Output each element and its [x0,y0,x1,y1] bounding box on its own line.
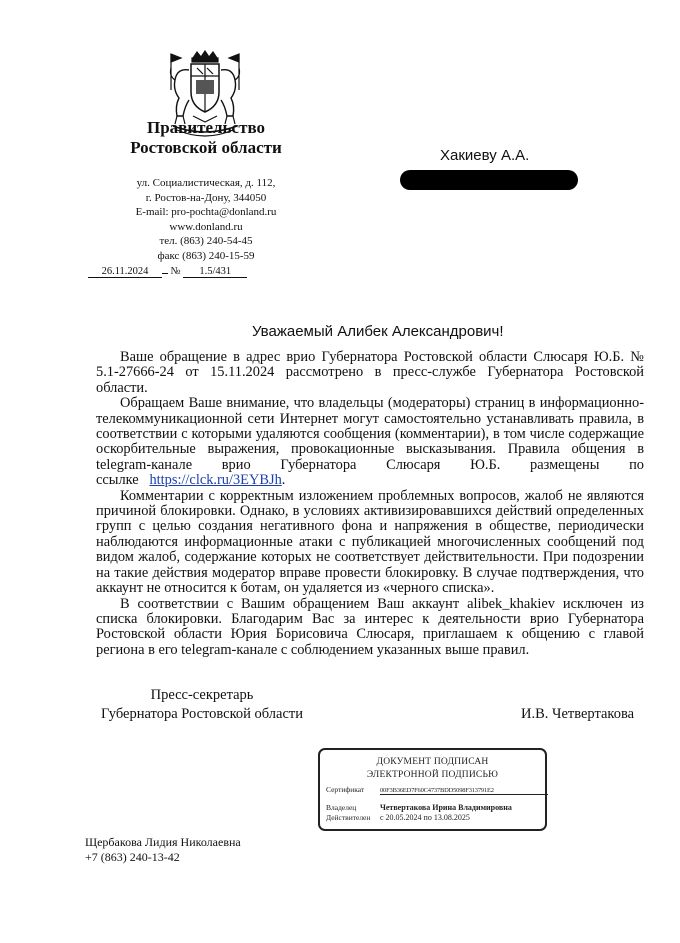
e-signature-stamp [318,748,547,831]
paragraph-2-text: Обращаем Ваше внимание, что владельцы (модераторы) страниц в информационно-телекоммуникационной сети Интернет могут самостоятельно устанавливать правила, в соответствии с которыми удаляются сообщения (комментарии), в том числе содержащие оскорбительные выражения, провокационные высказывания. Правила общения в telegram-канале врио Губернатора Слюсаря Ю.Б. размещены по ссылке [96,395,644,489]
organization-name-line1: Правительство [146,118,266,137]
phone: тел. (863) 240-54-45 [159,235,253,247]
stamp-owner-row [326,803,512,812]
stamp-title-line1: ДОКУМЕНТ ПОДПИСАН [376,757,489,767]
address-street: ул. Социалистическая, д. 112, [136,177,276,189]
stamp-owner-value: Четвертакова Ирина Владимировна [380,803,512,812]
stamp-certificate-row [326,785,548,795]
stamp-validity-value: с 20.05.2024 по 13.08.2025 [380,813,470,822]
stamp-certificate-value: 00F3B36ED7F60C4737BDD5098F313791E2 [380,787,548,795]
signer-position [82,686,322,724]
paragraph-2-end: . [281,472,286,489]
document-reference [88,266,268,278]
stamp-validity-row [326,813,470,822]
signer-name: И.В. Четвертакова [521,706,635,722]
paragraph-2 [96,396,644,488]
executor-phone: +7 (863) 240-13-42 [85,850,180,864]
executor-name: Щербакова Лидия Николаевна [85,835,241,849]
paragraph-4: В соответствии с Вашим обращением Ваш аккаунт alibek_khakiev исключен из списка блокировки. Благодарим Вас за интерес к деятельности врио Губернатора Ростовской области Юрия Борисовича Слюсаря, приглашаем к общению с главой региона в его telegram-канале с соблюдением указанных выше правил. [96,595,644,658]
fax: факс (863) 240-15-59 [157,249,255,262]
signer-position-line1: Пресс-секретарь [150,687,254,703]
redacted-address [400,170,578,190]
document-number-sign: № [170,266,181,277]
document-date: 26.11.2024 [88,266,162,278]
stamp-owner-label: Владелец [326,803,357,812]
salutation: Уважаемый Алибек Александрович! [252,323,504,340]
organization-name-line2: Ростовской области [130,138,282,157]
letter-body [96,350,644,658]
organization-contacts [100,176,312,263]
address-city: г. Ростов-на-Дону, 344050 [145,191,267,204]
rules-link[interactable]: https://clck.ru/3EYBJh [149,472,282,489]
website: www.donland.ru [169,220,243,233]
executor-info [85,835,241,865]
organization-name [100,118,312,158]
paragraph-1: Ваше обращение в адрес врио Губернатора Ростовской области Слюсаря Ю.Б. № 5.1-27666-24 от 15.11.2024 рассмотрено в пресс-службе Губернатора Ростовской области. [96,349,644,396]
stamp-validity-label: Действителен [326,813,371,822]
stamp-title [320,756,545,782]
stamp-certificate-label: Сертификат [326,785,365,794]
signer-position-line2: Губернатора Ростовской области [100,706,304,722]
recipient-name: Хакиеву А.А. [440,147,530,164]
stamp-title-line2: ЭЛЕКТРОННОЙ ПОДПИСЬЮ [366,770,499,780]
paragraph-3: Комментарии с корректным изложением проблемных вопросов, жалоб не являются причиной блокировки. Однако, в условиях активизировавшихся действий определенных групп с целью создания негативного фона и напряжения в обществе, периодически наблюдаются информационные атаки с публикацией многочисленных сообщений под видом жалоб, содержание которых не соответствует действительности. При подозрении на такие действия модератор вправе провести блокировку. В случае подтверждения, что аккаунт не относится к ботам, он удаляется из «черного списка». [96,487,644,597]
document-number: 1.5/431 [183,266,247,278]
email: E-mail: pro-pochta@donland.ru [135,206,277,218]
